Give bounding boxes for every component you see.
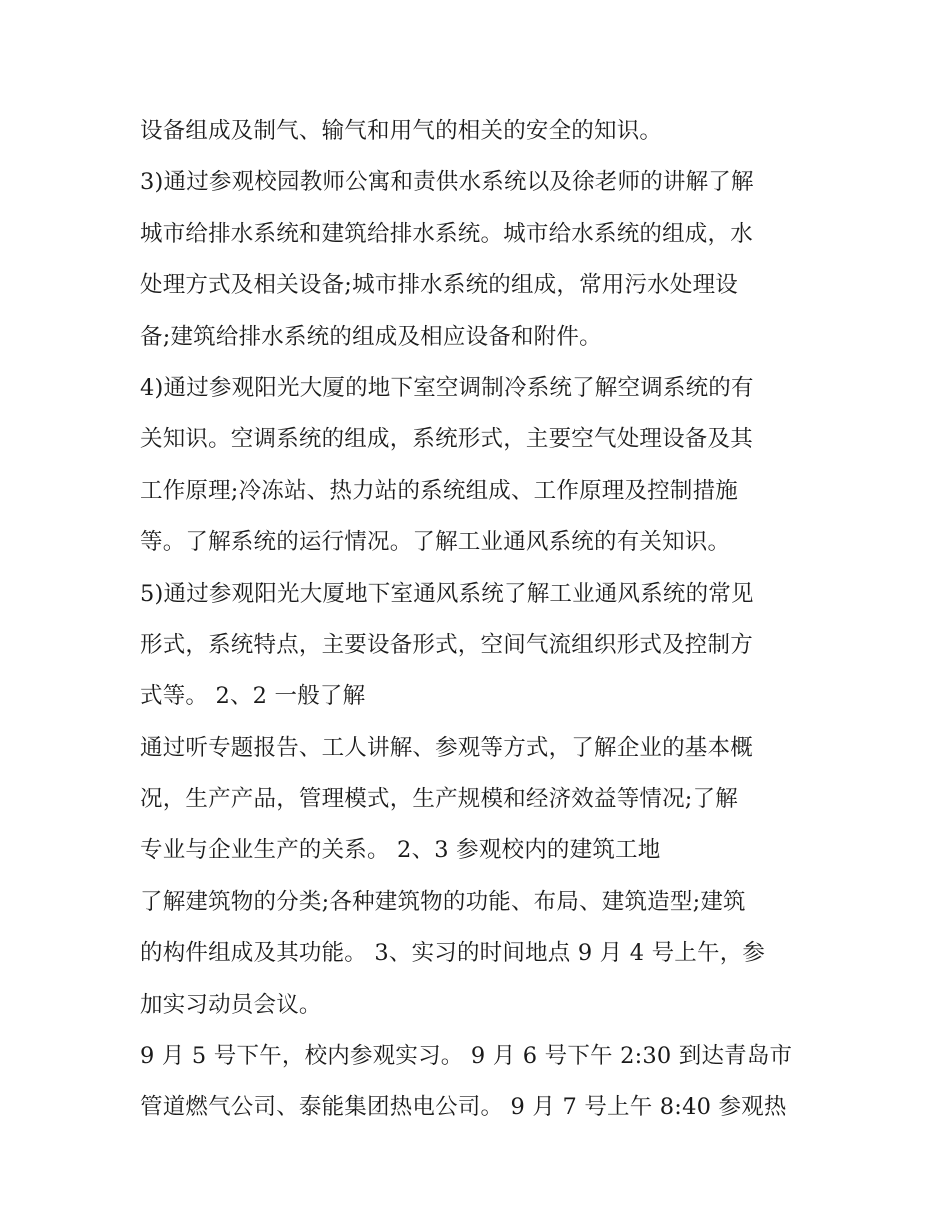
text-line: 式等。 2、2 一般了解: [140, 683, 366, 710]
text-line: 关知识。空调系统的组成，系统形式，主要空气处理设备及其: [140, 426, 753, 453]
text-line: 等。了解系统的运行情况。了解工业通风系统的有关知识。: [140, 529, 731, 556]
text-line: 设备组成及制气、输气和用气的相关的安全的知识。: [140, 118, 663, 144]
text-line: 管道燃气公司、泰能集团热电公司。 9 月 7 号上午 8:40 参观热: [140, 1094, 787, 1121]
text-line: 处理方式及相关设备;城市排水系统的组成，常用污水处理设: [140, 272, 738, 299]
text-line: 9 月 5 号下午，校内参观实习。 9 月 6 号下午 2:30 到达青岛市: [140, 1043, 793, 1070]
text-line: 况，生产产品，管理模式，生产规模和经济效益等情况;了解: [140, 786, 738, 813]
text-line: 5)通过参观阳光大厦地下室通风系统了解工业通风系统的常见: [140, 580, 754, 607]
text-line: 备;建筑给排水系统的组成及相应设备和附件。: [140, 323, 602, 350]
document-body: [140, 106, 830, 1134]
text-line: 了解建筑物的分类;各种建筑物的功能、布局、建筑造型;建筑: [140, 888, 746, 915]
text-line: 工作原理;冷冻站、热力站的系统组成、工作原理及控制措施: [140, 477, 738, 504]
text-line: 通过听专题报告、工人讲解、参观等方式，了解企业的基本概: [140, 734, 753, 761]
text-line: 形式，系统特点，主要设备形式，空间气流组织形式及控制方: [140, 631, 753, 658]
text-line: 4)通过参观阳光大厦的地下室空调制冷系统了解空调系统的有: [140, 374, 754, 401]
text-line: 的构件组成及其功能。 3、实习的时间地点 9 月 4 号上午，参: [140, 940, 766, 967]
text-line: 3)通过参观校园教师公寓和责供水系统以及徐老师的讲解了解: [140, 169, 754, 196]
text-line: 专业与企业生产的关系。 2、3 参观校内的建筑工地: [140, 837, 661, 864]
text-line: 城市给排水系统和建筑给排水系统。城市给水系统的组成，水: [140, 220, 753, 247]
text-line: 加实习动员会议。: [140, 991, 322, 1018]
